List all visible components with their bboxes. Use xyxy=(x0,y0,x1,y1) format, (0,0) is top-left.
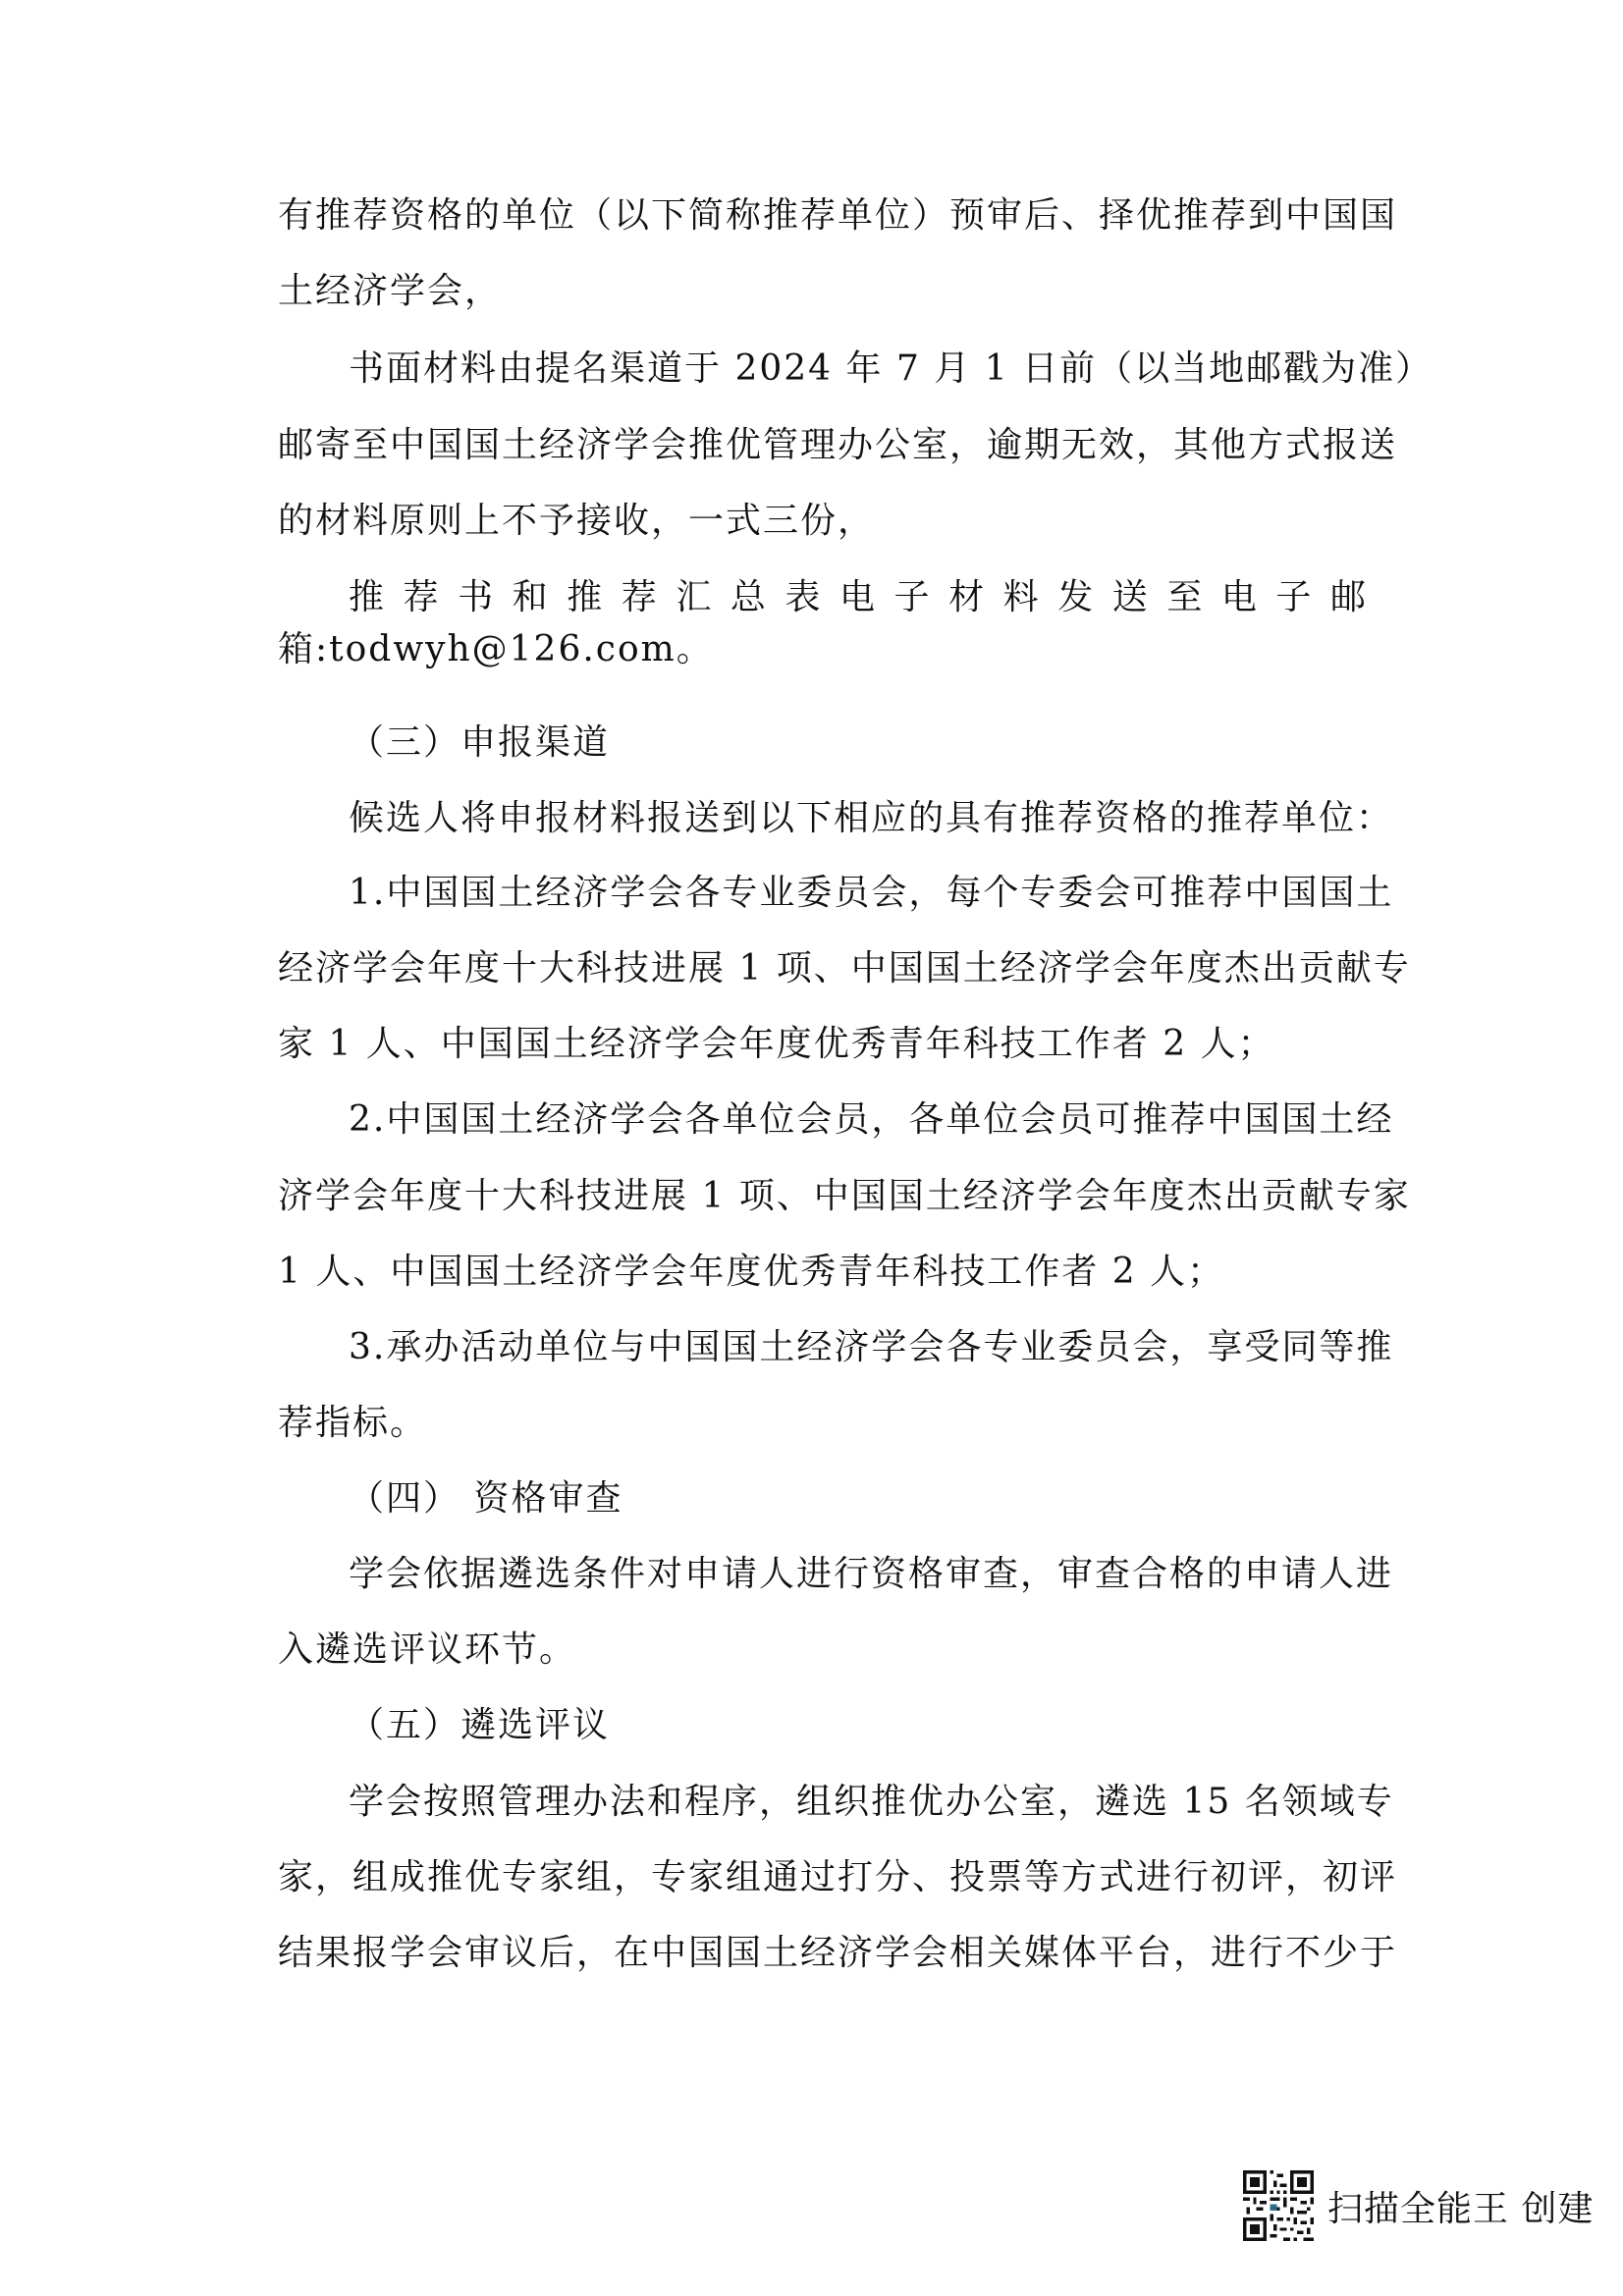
paragraph-line: 荐指标。 xyxy=(278,1403,428,1443)
paragraph-line: 结果报学会审议后，在中国国土经济学会相关媒体平台，进行不少于 xyxy=(278,1933,1398,1973)
paragraph-line: 2.中国国土经济学会各单位会员，各单位会员可推荐中国国土经 xyxy=(349,1099,1394,1140)
paragraph-line: 经济学会年度十大科技进展 1 项、中国国土经济学会年度杰出贡献专 xyxy=(278,948,1411,988)
paragraph-line: 入遴选评议环节。 xyxy=(278,1629,577,1670)
section-heading: （三）申报渠道 xyxy=(349,722,611,763)
paragraph-line: 家 1 人、中国国土经济学会年度优秀青年科技工作者 2 人； xyxy=(278,1024,1275,1064)
paragraph-line: 土经济学会， xyxy=(278,271,503,311)
paragraph-line: 学会依据遴选条件对申请人进行资格审查，审查合格的申请人进 xyxy=(349,1554,1394,1594)
qr-code-icon xyxy=(1243,2170,1314,2241)
paragraph-line: 推荐书和推荐汇总表电子材料发送至电子邮 xyxy=(349,577,1368,617)
paragraph-line: 1.中国国土经济学会各专业委员会，每个专委会可推荐中国国土 xyxy=(349,873,1394,913)
paragraph-line: 家，组成推优专家组，专家组通过打分、投票等方式进行初评，初评 xyxy=(278,1857,1398,1897)
paragraph-line: 3.承办活动单位与中国国土经济学会各专业委员会，享受同等推 xyxy=(349,1327,1394,1367)
paragraph-line: 1 人、中国国土经济学会年度优秀青年科技工作者 2 人； xyxy=(278,1252,1225,1292)
paragraph-line: 书面材料由提名渠道于 2024 年 7 月 1 日前（以当地邮戳为准） xyxy=(349,348,1434,389)
paragraph-line: 候选人将申报材料报送到以下相应的具有推荐资格的推荐单位： xyxy=(349,798,1394,838)
paragraph-line: 有推荐资格的单位（以下简称推荐单位）预审后、择优推荐到中国国 xyxy=(278,195,1398,236)
paragraph-line: 学会按照管理办法和程序，组织推优办公室，遴选 15 名领域专 xyxy=(349,1782,1394,1822)
paragraph-line: 邮寄至中国国土经济学会推优管理办公室，逾期无效，其他方式报送 xyxy=(278,425,1398,465)
section-heading: （五）遴选评议 xyxy=(349,1705,611,1745)
paragraph-line: 的材料原则上不予接收，一式三份， xyxy=(278,501,876,541)
section-heading: （四） 资格审查 xyxy=(349,1478,623,1519)
paragraph-line-email: 箱:todwyh@126.com。 xyxy=(278,629,714,669)
paragraph-line: 济学会年度十大科技进展 1 项、中国国土经济学会年度杰出贡献专家 xyxy=(278,1176,1411,1216)
scanner-watermark xyxy=(1243,2166,1594,2245)
watermark-label: 扫描全能王 创建 xyxy=(1327,2188,1595,2229)
